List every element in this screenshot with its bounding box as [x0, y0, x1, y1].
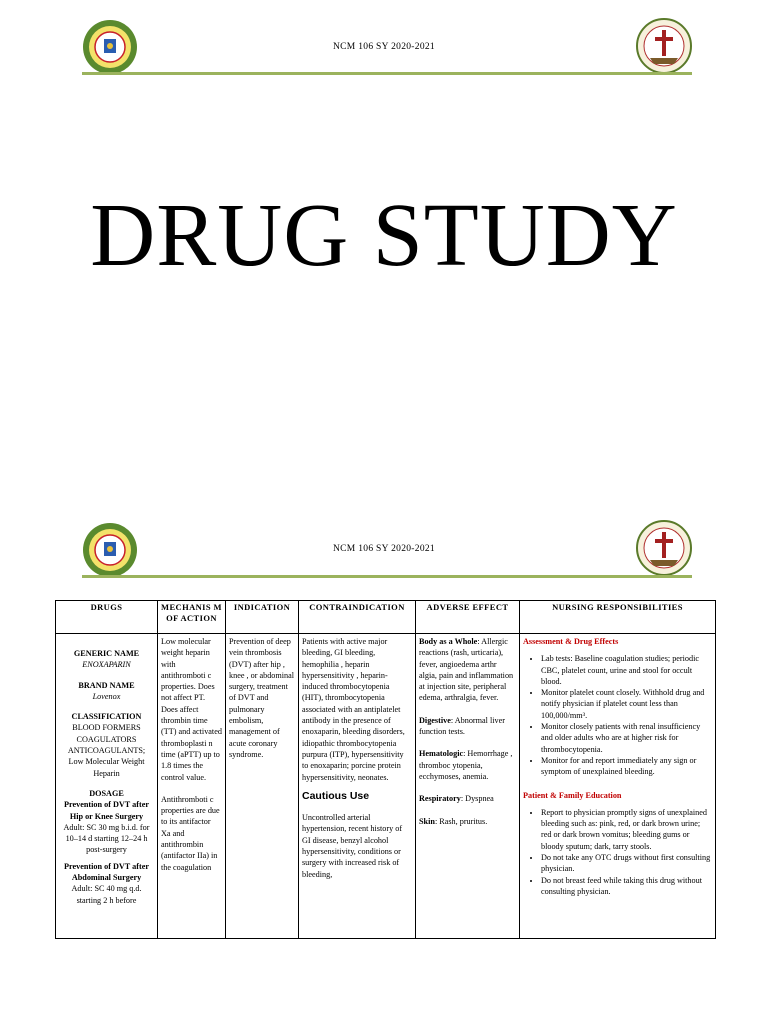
- adverse-text: : Rash, pruritus.: [434, 816, 488, 826]
- col-header-indication: INDICATION: [226, 601, 299, 634]
- nursing-section-heading: Patient & Family Education: [523, 790, 622, 800]
- adverse-category: Body as a Whole: [419, 637, 478, 646]
- cautious-use-heading: Cautious Use: [302, 789, 370, 802]
- cell-nursing: [520, 634, 716, 939]
- adverse-category: Respiratory: [419, 794, 461, 804]
- col-header-nursing: NURSING RESPONSIBILITIES: [520, 601, 716, 634]
- col-header-adverse: ADVERSE EFFECT: [416, 601, 520, 634]
- col-header-mechanism: MECHANIS M OF ACTION: [158, 601, 226, 634]
- cautious-use-text: Uncontrolled arterial hypertension, recent history of GI disease, benzyl alcohol hypersensitivity, conditions or surgery with increased risk of bleeding,: [302, 813, 403, 879]
- dosage-text: Adult: SC 40 mg q.d. starting 2 h before: [71, 884, 142, 905]
- dosage-label: DOSAGE: [89, 788, 124, 798]
- adverse-text: : Dyspnea: [460, 794, 494, 804]
- cell-indication: [226, 634, 299, 939]
- generic-name: ENOXAPARIN: [82, 660, 131, 670]
- church-seal-icon: [636, 18, 692, 74]
- adverse-text: : Abnormal liver function tests.: [419, 715, 505, 737]
- table-header-row: [56, 601, 716, 634]
- indication-text: Prevention of deep vein thrombosis (DVT) after hip , knee , or abdominal surgery, treatment of DVT and pulmonary embolism, management of acute coronary syndrome.: [229, 637, 295, 759]
- header-rule-2: [82, 575, 692, 578]
- nursing-list-assessment: [523, 653, 712, 777]
- adverse-category: Digestive: [419, 715, 451, 725]
- page-title: DRUG STUDY: [90, 186, 678, 285]
- brand-name: Lovenox: [92, 691, 121, 701]
- dosage-text: Adult: SC 30 mg b.i.d. for 10–14 d starting 12–24 h post-surgery: [63, 822, 150, 855]
- cell-drugs: [56, 634, 158, 939]
- header-course-text: NCM 106 SY 2020-2021: [333, 42, 435, 52]
- cell-contraindication: [299, 634, 416, 939]
- nursing-list-education: [523, 807, 712, 897]
- list-item: • Do not breast feed while taking this drug without consulting physician.: [541, 875, 712, 898]
- header-rule-1: [82, 72, 692, 75]
- header-course-text: NCM 106 SY 2020-2021: [333, 544, 435, 554]
- classification-line: Low Molecular Weight Heparin: [68, 757, 145, 778]
- nursing-section-heading: Assessment & Drug Effects: [523, 637, 619, 646]
- cell-mechanism: [158, 634, 226, 939]
- dosage-title: Prevention of DVT after Abdominal Surgery: [64, 861, 149, 883]
- adverse-category: Hematologic: [419, 749, 464, 759]
- adverse-text: : Hemorrhage , thromboc ytopenia, ecchymoses, anemia.: [419, 749, 513, 781]
- list-item: • Monitor closely patients with renal insufficiency and older adults who are at higher risk for thrombocytopenia.: [541, 721, 712, 755]
- classification-line: BLOOD FORMERS: [72, 723, 141, 733]
- classification-label: CLASSIFICATION: [71, 712, 142, 722]
- classification-line: COAGULATORS: [76, 734, 137, 744]
- list-item: • Monitor for and report immediately any sign or symptom of unexplained bleeding.: [541, 755, 712, 778]
- col-header-contraindication: CONTRAINDICATION: [299, 601, 416, 634]
- cell-adverse: [416, 634, 520, 939]
- brand-name-label: BRAND NAME: [78, 680, 135, 690]
- mechanism-text: Low molecular weight heparin with antithromboti c properties. Does not affect PT. Does affect thrombin time (TT) and activated thromboplasti n time (aPTT) up to 1.8 times the control value.: [161, 637, 222, 782]
- mechanism-text: Antithromboti c properties are due to its antifactor Xa and antithrombin (antifactor IIa) in the coagulation: [161, 794, 220, 872]
- list-item: • Do not take any OTC drugs without first consulting physician.: [541, 852, 712, 875]
- adverse-text: : Allergic reactions (rash, urticaria), fever, angioedema arthr algia, pain and inflammation at injection site, peripheral edema, arthralgia, fever.: [419, 637, 514, 703]
- adverse-category: Skin: [419, 816, 435, 826]
- table-row: [56, 634, 716, 939]
- list-item: • Report to physician promptly signs of unexplained bleeding such as: pink, red, or dark brown urine; red or dark brown vomitus; bleeding gums or bloody sputum; dark, tarry stools.: [541, 807, 712, 852]
- generic-name-label: GENERIC NAME: [73, 649, 140, 658]
- col-header-drugs: DRUGS: [56, 601, 158, 634]
- list-item: • Lab tests: Baseline coagulation studies; periodic CBC, platelet count, urine and stool for occult blood.: [541, 653, 712, 687]
- contraindication-text: Patients with active major bleeding, GI bleeding, hemophilia , heparin hypersensitivity , heparin-induced thrombocytopenia (HIT), thrombocytopenia associated with an antiplatelet antibody in the presence of enoxaparin, bleeding disorders, idiopathic thrombocytopenia purpura (ITP), hypersensitivity to enoxaparin; porcine protein hypersensitivity, neonates.: [302, 637, 405, 782]
- dosage-title: Prevention of DVT after Hip or Knee Surgery: [64, 800, 149, 821]
- list-item: • Monitor platelet count closely. Withhold drug and notify physician if platelet count less than 100,000/mm³.: [541, 687, 712, 721]
- classification-line: ANTICOAGULANTS;: [67, 746, 146, 756]
- church-seal-icon: [636, 520, 692, 576]
- drug-study-table: [55, 600, 716, 939]
